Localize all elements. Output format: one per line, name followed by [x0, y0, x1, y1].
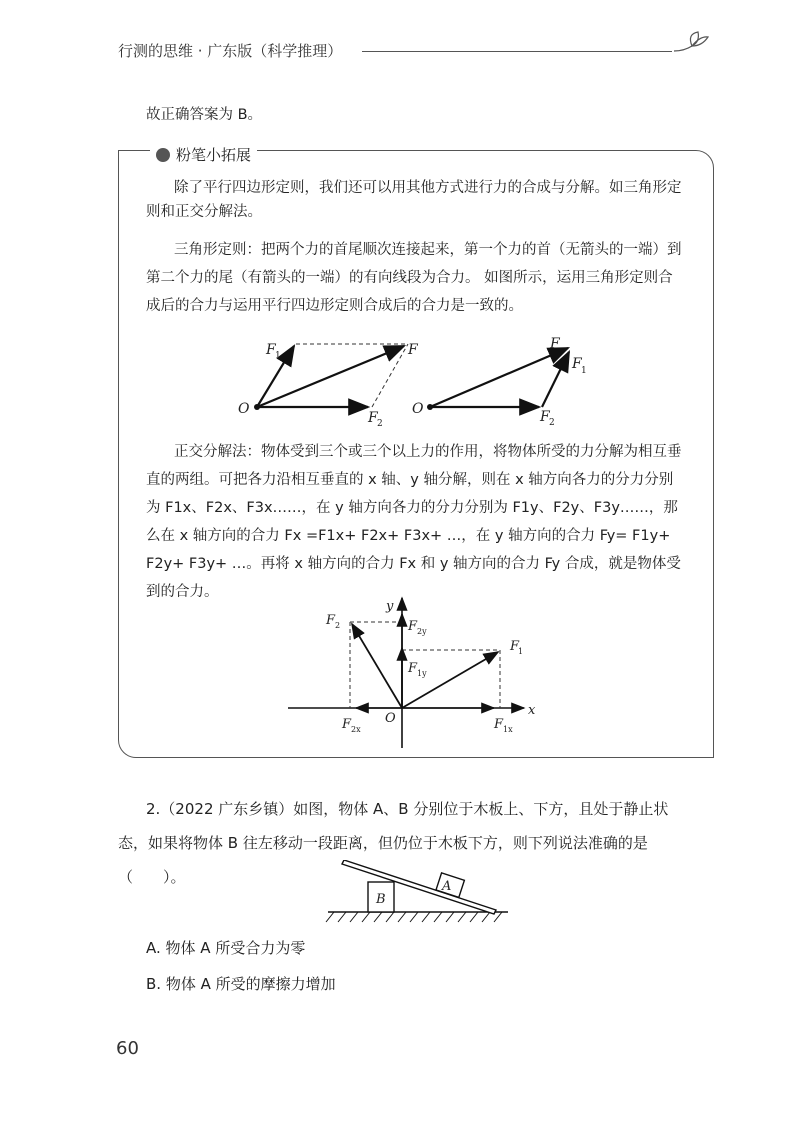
label-f1: F [266, 342, 276, 358]
incline-figure [324, 860, 514, 924]
running-header: 行测的思维 · 广东版（科学推理） [118, 42, 343, 60]
label-f-2: F [550, 336, 560, 352]
box-para-triangle-rule: 三角形定则：把两个力的首尾顺次连接起来，第一个力的首（无箭头的一端）到第二个力的尾（有箭头的一端）的有向线段为合力。 如图所示，运用三角形定则合成后的合力与运用平行四边形定则合成后的合力是一致的。 [146, 242, 682, 314]
label-block-a: A [442, 879, 452, 894]
label-f2-sub: 2 [377, 419, 383, 429]
label-y: y [386, 599, 394, 614]
label-f1-sub: 1 [275, 351, 281, 361]
box-title-text: 粉笔小拓展 [176, 146, 252, 164]
ground-hatch [326, 912, 502, 922]
label-f1-2: F [572, 356, 582, 372]
label-f1x: F [494, 717, 504, 732]
label-f2-2: F [540, 409, 550, 425]
label-f2y: F [408, 619, 418, 634]
label-f2-2-sub: 2 [549, 418, 555, 428]
wooden-board [342, 860, 496, 914]
label-f2: F [368, 410, 378, 426]
parallelogram-triangle-figure [232, 332, 592, 432]
label-f: F [408, 342, 418, 358]
force-f1-arrow-2 [542, 352, 569, 407]
dashed-side-right [372, 344, 408, 407]
label-block-b: B [376, 892, 386, 907]
label-f2y-sub: 2y [417, 627, 427, 636]
sprout-icon [672, 28, 712, 54]
orthogonal-decomposition-figure [284, 592, 554, 752]
label-f2-3: F [326, 613, 336, 628]
chalk-logo-icon [156, 148, 170, 162]
label-f1y: F [408, 661, 418, 676]
label-f1y-sub: 1y [417, 669, 427, 678]
option-a[interactable]: A. 物体 A 所受合力为零 [146, 939, 306, 957]
label-o-3: O [385, 711, 396, 726]
f2-arrow [352, 624, 402, 708]
box-title [150, 144, 257, 165]
label-f2x-sub: 2x [351, 725, 361, 734]
label-f1-3: F [510, 639, 520, 654]
question-stem: 2.（2022 广东乡镇）如图，物体 A、B 分别位于木板上、下方，且处于静止状态，如果将物体 B 往左移动一段距离，但仍位于木板下方，则下列说法准确的是（ ）。 [118, 800, 669, 886]
answer-line: 故正确答案为 B。 [146, 107, 263, 123]
label-x: x [528, 703, 536, 718]
label-f1-2-sub: 1 [581, 366, 587, 376]
box-para-intro: 除了平行四边形定则，我们还可以用其他方式进行力的合成与分解。如三角形定则和正交分解法。 [146, 180, 682, 220]
label-f2x: F [342, 717, 352, 732]
header-rule [362, 51, 672, 52]
page-number: 60 [116, 1038, 139, 1059]
label-f1-3-sub: 1 [518, 647, 524, 656]
box-para-orthogonal: 正交分解法：物体受到三个或三个以上力的作用，将物体所受的力分解为相互垂直的两组。可把各力沿相互垂直的 x 轴、y 轴分解，则在 x 轴方向各力的分力分别为 F1x、F2x、F3x……，在 y 轴方向各力的分力分别为 F1y、F2y、F3y……，那么在 x 轴方向的合力 Fx =F1x+ F2x+ F3x+ …，在 y 轴方向的合力 Fy= F1y+ F2y+ F3y+ …。再将 x 轴方向的合力 Fx 和 y 轴方向的合力 Fy 合成，就是物体受到的合力。 [146, 444, 682, 600]
label-f2-3-sub: 2 [335, 621, 341, 630]
label-o: O [238, 401, 250, 417]
label-f1x-sub: 1x [503, 725, 513, 734]
label-o-2: O [412, 401, 424, 417]
option-b[interactable]: B. 物体 A 所受的摩擦力增加 [146, 975, 336, 993]
